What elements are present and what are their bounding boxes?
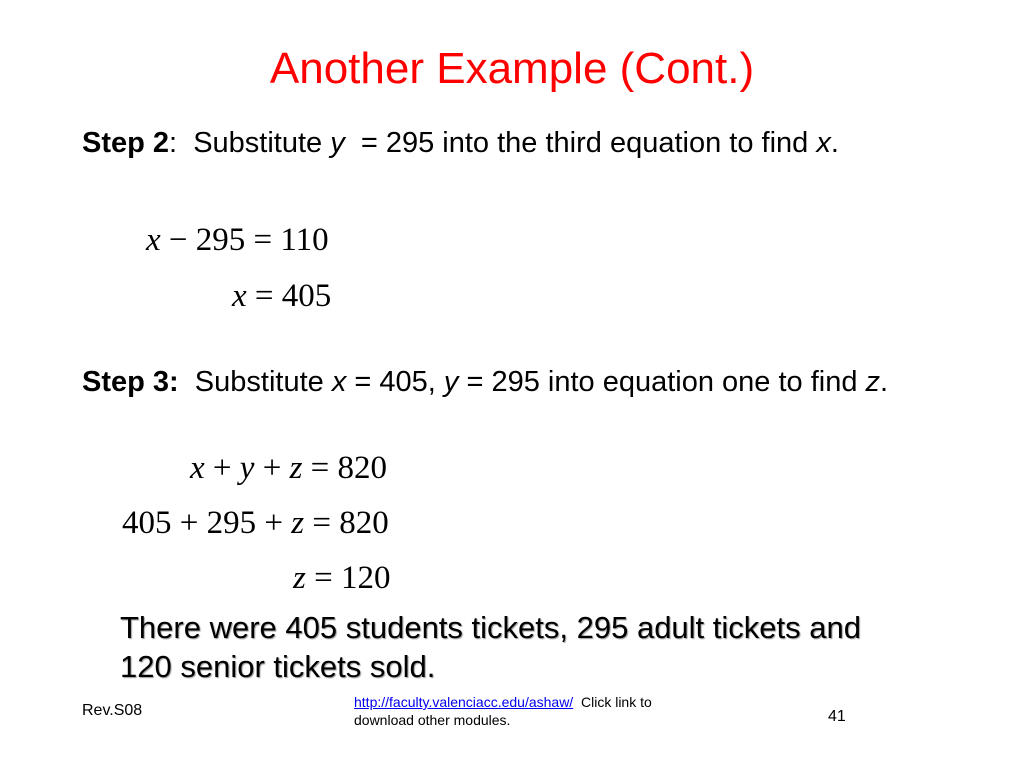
equation-1 [146,222,329,259]
step-3-var-x: x [331,366,347,398]
eq5-var-z: z [293,560,306,596]
slide-title: Another Example (Cont.) [269,44,755,93]
equation-4 [122,505,389,542]
step-3-text-mid1: = 405, [346,366,444,398]
eq4-rest: = 820 [304,505,389,541]
eq3-plus-1: + [204,450,240,486]
step-2-text-end: . [830,127,839,159]
equation-3 [190,450,387,487]
step-2-text-mid: = 295 into the third equation to find [344,127,817,159]
step-3-text [82,365,962,400]
step-2-text-before: Substitute [177,127,331,159]
eq3-var-z: z [289,450,303,486]
step-2-colon: : [169,127,178,159]
step-3-label: Step 3: [82,366,179,398]
step-3-var-z: z [865,366,881,398]
eq3-rest: = 820 [302,450,388,486]
eq2-rest: = 405 [246,278,332,314]
eq1-rest: − 295 = 110 [160,222,329,258]
step-3-var-y: y [443,366,459,398]
eq3-var-y: y [239,450,255,486]
step-2-var-y: y [330,127,345,159]
equation-2 [232,278,331,315]
step-3-text-end: . [880,366,889,398]
eq3-plus-2: + [254,450,290,486]
eq4-lead: 405 + 295 + [122,505,292,541]
footer-link-block [354,693,684,729]
eq3-var-x: x [190,450,205,486]
step-3-text-mid2: = 295 into equation one to find [458,366,866,398]
page-number: 41 [828,708,846,725]
footer-revision: Rev.S08 [82,702,143,719]
equation-5 [293,560,390,597]
eq4-var-z: z [291,505,305,541]
conclusion-text: There were 405 students tickets, 295 adult tickets and 120 senior tickets sold. [120,610,861,684]
step-2-label: Step 2 [82,127,170,159]
step-2-var-x: x [816,127,831,159]
step-2-text [82,126,962,161]
eq5-rest: = 120 [305,560,391,596]
footer-link-suffix: Click link to download other modules. [354,694,656,728]
eq1-var: x [146,222,161,258]
modules-link[interactable]: http://faculty.valenciacc.edu/ashaw/ [354,694,574,710]
eq2-var: x [232,278,247,314]
step-3-text-before: Substitute [178,366,332,398]
